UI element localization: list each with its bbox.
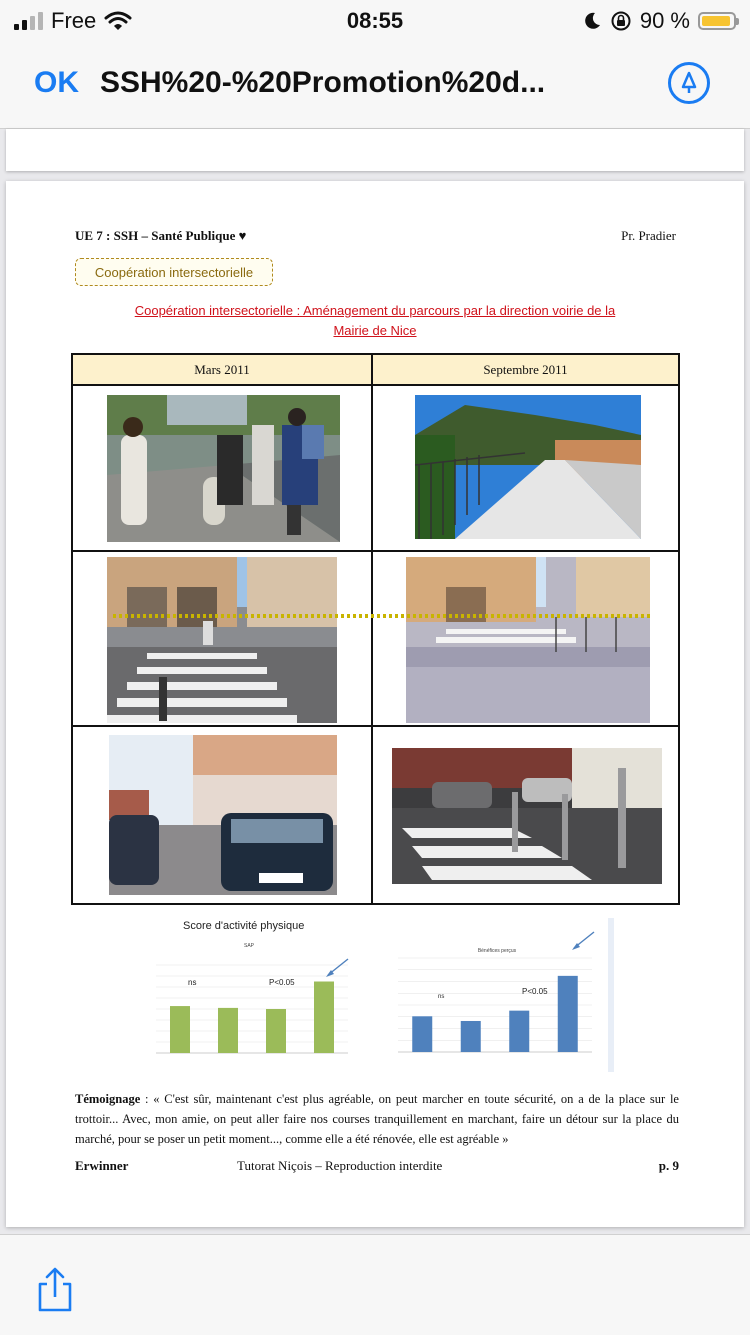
status-right <box>582 8 736 34</box>
previous-page <box>6 129 744 171</box>
nav-bar <box>0 42 750 129</box>
status-bar <box>0 0 750 42</box>
share-button[interactable] <box>34 1267 76 1318</box>
chart-right-ns: ns <box>438 994 445 1000</box>
chart-bar <box>218 1008 238 1053</box>
page-header-professor: Pr. Pradier <box>621 228 676 243</box>
markup-button[interactable] <box>668 62 710 104</box>
photo-september-2011-crosswalk-bollards <box>392 748 662 884</box>
subtitle-line-2: Mairie de Nice <box>333 323 417 338</box>
column-header-before: Mars 2011 <box>73 355 371 384</box>
testimony-paragraph <box>75 1089 679 1149</box>
photo-september-2011-crosswalk <box>406 557 650 723</box>
chart-left-inner-title: SAP <box>243 943 255 949</box>
chart-bar <box>558 976 578 1052</box>
photo-march-2011-parked-car <box>109 735 337 895</box>
chart-left-ns: ns <box>188 978 197 987</box>
chart-bar <box>461 1021 481 1052</box>
document-viewer[interactable] <box>0 129 750 1234</box>
chart-bar <box>412 1016 432 1052</box>
column-header-after: Septembre 2011 <box>373 355 678 384</box>
chart-left-title: Score d'activité physique <box>183 920 305 932</box>
footer-page-number: p. 9 <box>658 1158 679 1173</box>
chart-physical-activity <box>142 933 356 1073</box>
subtitle-line-1: Coopération intersectorielle : Aménagement du parcours par la direction voirie de la <box>134 303 616 318</box>
chart-perceived-benefits <box>380 918 614 1072</box>
chart-left-p: P<0.05 <box>269 978 295 987</box>
battery-percent: 90 % <box>639 8 690 33</box>
testimony-label: Témoignage <box>75 1092 141 1106</box>
comparison-table <box>71 353 680 905</box>
chart-right-p: P<0.05 <box>522 987 548 996</box>
comparison-guide-line <box>113 613 653 619</box>
chart-bar <box>170 1006 190 1053</box>
markup-pen-icon <box>671 65 707 101</box>
bottom-toolbar <box>0 1234 750 1335</box>
chart-bar <box>509 1011 529 1052</box>
pdf-page <box>6 181 744 1227</box>
rotation-lock-icon <box>610 10 632 32</box>
share-icon <box>34 1267 76 1313</box>
footer-author: Erwinner <box>75 1158 129 1173</box>
battery-icon <box>698 12 736 30</box>
document-title: SSH%20-%20Promotion%20d... <box>100 66 546 99</box>
page-subtitle <box>76 301 674 341</box>
page-header-subject: UE 7 : SSH – Santé Publique ♥ <box>75 228 247 243</box>
status-time: 08:55 <box>346 8 404 33</box>
done-button[interactable]: OK <box>34 66 79 99</box>
carrier-label: Free <box>51 8 97 33</box>
photo-march-2011-sidewalk-group <box>107 395 340 542</box>
moon-icon <box>582 11 602 31</box>
section-badge: Coopération intersectorielle <box>75 258 273 286</box>
photo-september-2011-renovated-sidewalk <box>415 395 641 539</box>
footer-notice: Tutorat Niçois – Reproduction interdite <box>237 1158 443 1173</box>
chart-bar <box>266 1009 286 1053</box>
chart-bar <box>314 982 334 1054</box>
chart-right-inner-title: Bénéfices perçus <box>477 948 517 954</box>
photo-march-2011-crosswalk <box>107 557 337 723</box>
testimony-text: : « C'est sûr, maintenant c'est plus agréable, on peut marcher en toute sécurité, on a de la place sur le trottoir... Avec, mon amie, on peut aller faire nos courses tranquillement en marchant, faire un détour sur la place du marché, pour se poser un petit moment..., comme elle a été rénovée, elle est agréable » <box>75 1092 679 1146</box>
page-footer <box>75 1158 679 1178</box>
